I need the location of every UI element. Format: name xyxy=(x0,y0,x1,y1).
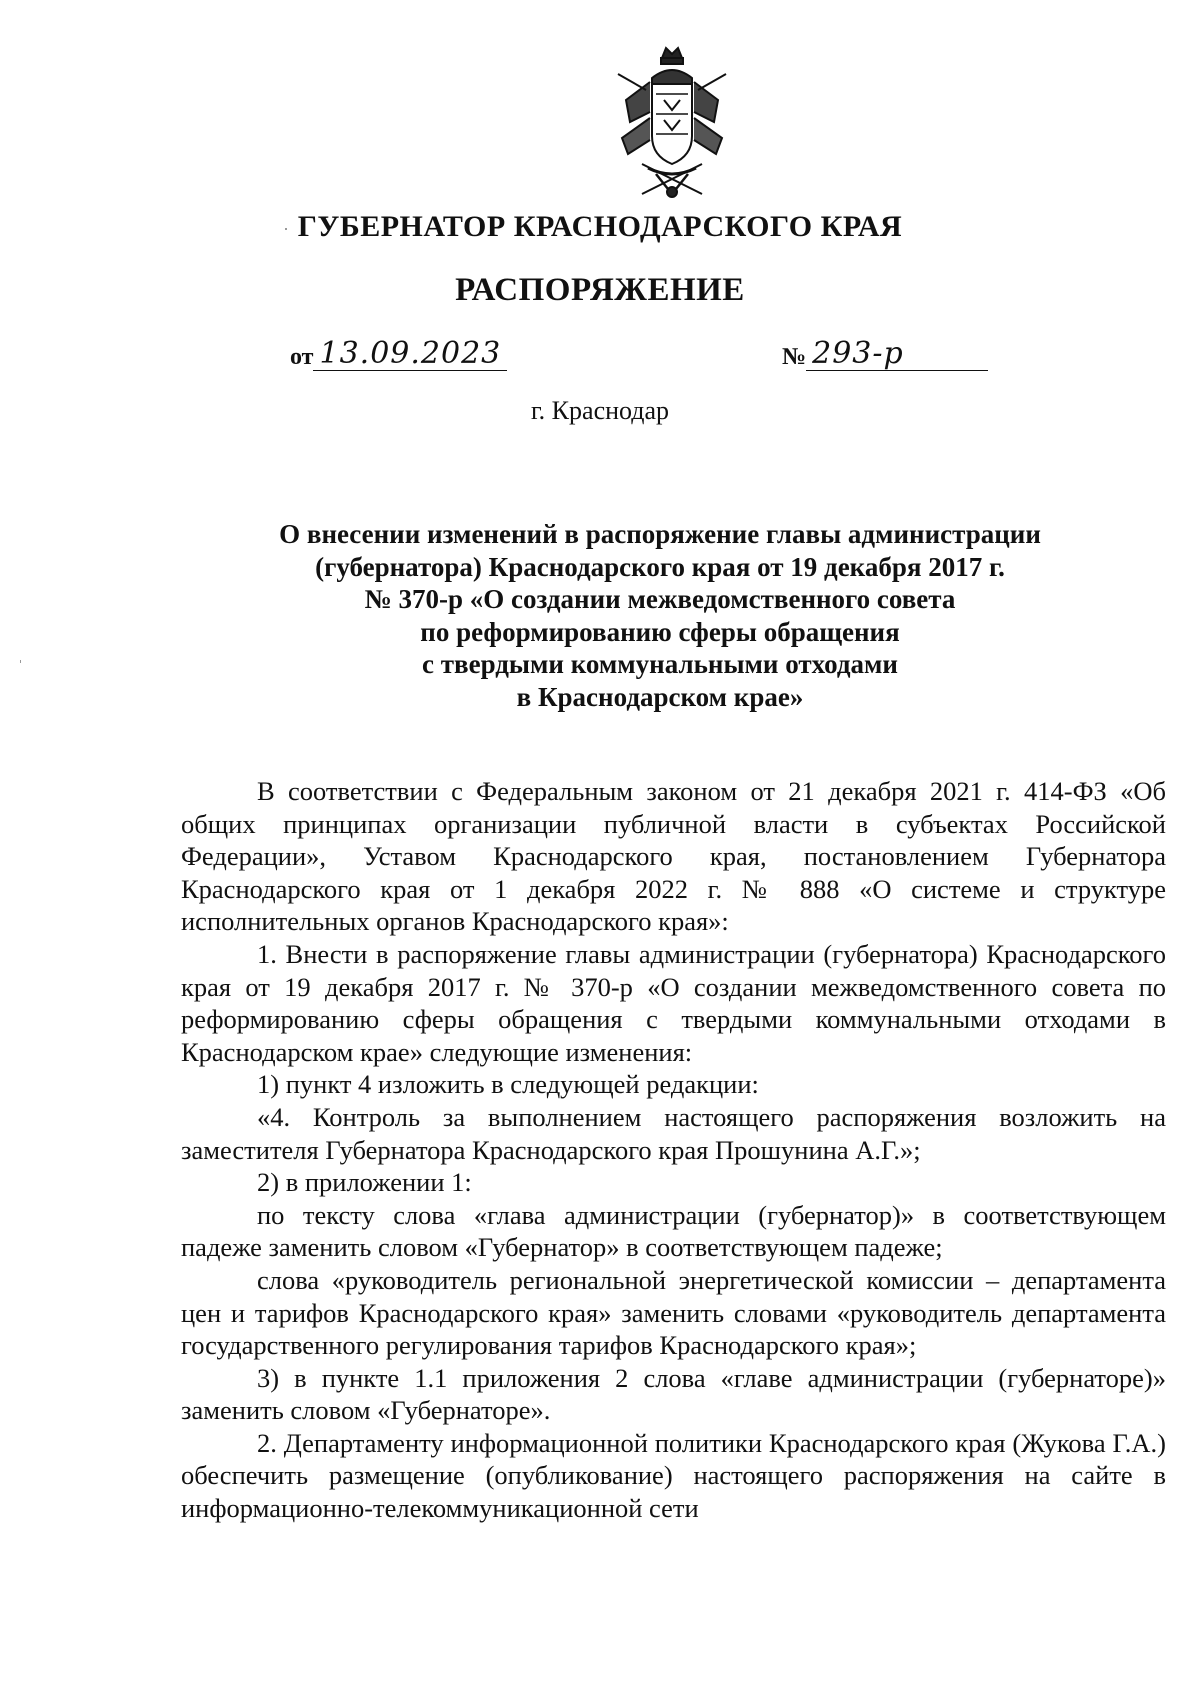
org-name: ГУБЕРНАТОР КРАСНОДАРСКОГО КРАЯ xyxy=(297,210,903,243)
document-body xyxy=(181,775,1166,1525)
body-paragraph: 3) в пункте 1.1 приложения 2 слова «главе администрации (губернаторе)» заменить словом «Губернаторе». xyxy=(181,1362,1166,1426)
document-title xyxy=(200,518,1120,713)
body-paragraph: 2. Департаменту информационной политики Краснодарского края (Жукова Г.А.) обеспечить размещение (опубликование) настоящего распоряжения на сайте в информационно-телекоммуникационной сети xyxy=(181,1427,1166,1524)
title-line: № 370-р «О создании межведомственного совета xyxy=(364,584,956,614)
title-line: в Краснодарском крае» xyxy=(516,681,804,712)
body-paragraph: В соответствии с Федеральным законом от 21 декабря 2021 г. 414-ФЗ «Об общих принципах организации публичной власти в субъектах Российской Федерации», Уставом Краснодарского края, постановлением Губернатора Краснодарского края от 1 декабря 2022 г. № 888 «О системе и структуре исполнительных органов Краснодарского края»: xyxy=(181,776,1166,937)
number-value: 293-р xyxy=(806,338,988,371)
title-line: с твердыми коммунальными отходами xyxy=(422,649,898,679)
body-paragraph: «4. Контроль за выполнением настоящего распоряжения возложить на заместителя Губернатора Краснодарского края Прошунина А.Г.»; xyxy=(181,1101,1166,1165)
body-paragraph: по тексту слова «глава администрации (губернатор)» в соответствующем падеже заменить словом «Губернатор» в соответствующем падеже; xyxy=(181,1199,1166,1263)
title-line: О внесении изменений в распоряжение главы администрации xyxy=(279,519,1041,549)
document-type: РАСПОРЯЖЕНИЕ xyxy=(455,272,745,308)
coat-of-arms-icon xyxy=(612,44,732,204)
body-paragraph: 1) пункт 4 изложить в следующей редакции: xyxy=(257,1069,759,1100)
scan-speck xyxy=(20,660,21,663)
number-prefix: № xyxy=(782,344,807,370)
document-city: г. Краснодар xyxy=(530,396,670,425)
body-paragraph: 2) в приложении 1: xyxy=(257,1167,472,1198)
body-paragraph: слова «руководитель региональной энергетической комиссии – департамента цен и тарифов Краснодарского края» заменить словами «руководитель департамента государственного регулирования тарифов Краснодарского края»; xyxy=(181,1264,1166,1361)
title-line: (губернатора) Краснодарского края от 19 декабря 2017 г. xyxy=(315,551,1005,582)
body-paragraph: 1. Внести в распоряжение главы администрации (губернатора) Краснодарского края от 19 декабря 2017 г. № 370-р «О создании межведомственного совета по реформированию сферы обращения с твердыми коммунальными отходами в Краснодарском крае» следующие изменения: xyxy=(181,938,1166,1067)
document-number xyxy=(782,338,988,371)
date-value: 13.09.2023 xyxy=(313,338,507,371)
scan-speck xyxy=(285,228,287,230)
document-date xyxy=(290,338,507,371)
title-line: по реформированию сферы обращения xyxy=(420,616,900,647)
date-prefix: от xyxy=(290,344,314,370)
